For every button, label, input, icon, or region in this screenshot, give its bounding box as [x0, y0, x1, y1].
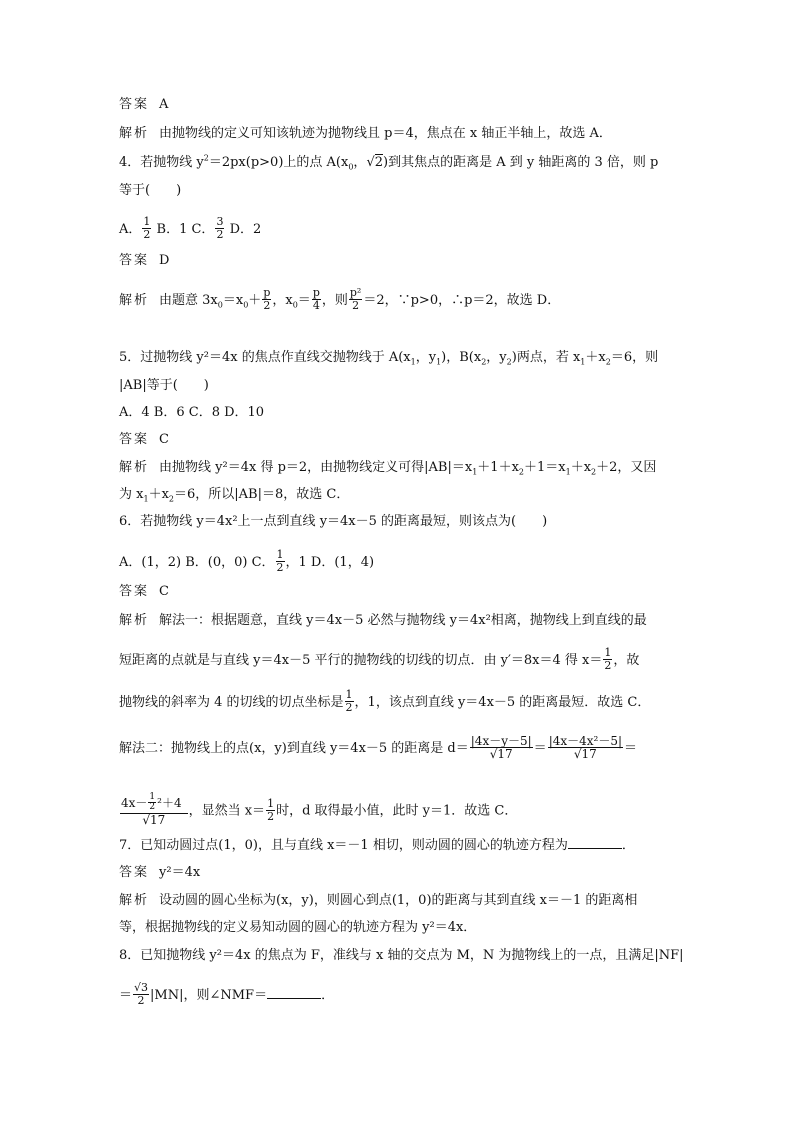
- analysis-line: 解析 由抛物线 y²＝4x 得 p＝2，由抛物线定义可得$|AB|=x_1+1+x_2+1=x_1+x_2+2$，又因: [119, 460, 657, 477]
- answer-line: 答案 C: [119, 432, 169, 447]
- question-5-stem: 5．过抛物线 y²＝4x 的焦点作直线交抛物线于 $A(x_1$，$y_1$)，$B(x_2$，$y_2$)两点，若 $x_1+x_2=6$，则: [119, 350, 659, 367]
- question-4-stem-cont: 等于( ): [119, 183, 182, 198]
- question-6-stem: 6．若抛物线 y＝4x²上一点到直线 y＝4x－5 的距离最短，则该点为( ): [119, 514, 548, 529]
- analysis-line-cont: 短距离的点就是与直线 y＝4x－5 平行的抛物线的切线的切点．由 y′＝8x＝4 得 x＝ $\frac{1}{2}$ ，故: [119, 646, 640, 672]
- analysis-line: 解析 设动圆的圆心坐标为(x，y)，则圆心到点(1，0)的距离与其到直线 x＝－1 的距离相: [119, 893, 638, 908]
- fraction: $\frac{p}{2}$: [263, 286, 271, 312]
- fraction: $\frac{|4x-y-5|}{√17}$: [470, 734, 532, 761]
- answer-blank[interactable]: [568, 838, 622, 849]
- question-5-stem-cont: |AB|等于( ): [119, 378, 209, 393]
- analysis-line: 解析 解法一：根据题意，直线 y＝4x－5 必然与抛物线 y＝4x²相离，抛物线上到直线的最: [119, 613, 647, 628]
- answer-line: 答案 C: [119, 584, 169, 599]
- analysis-line-cont: 为 $x_1+x_2=6$，所以|AB|＝8，故选 C．: [119, 487, 350, 504]
- fraction: $\frac{\text{|4x－4x²－5|}}{√17}$: [548, 734, 623, 761]
- fraction: $\frac{1}{2}$: [604, 646, 612, 672]
- analysis-line-cont: 抛物线的斜率为 4 的切线的切点坐标是 $\frac{1}{2}$ ，1，该点到直线 y＝4x－5 的距离最短．故选 C．: [119, 688, 651, 714]
- question-4-options: A． $\frac{1}{2}$ B．1 C． $\frac{3}{2}$ D．2: [119, 215, 262, 241]
- question-7-stem: 7．已知动圆过点(1，0)，且与直线 x＝－1 相切，则动圆的圆心的轨迹方程为 ．: [119, 838, 635, 853]
- answer-line: 答案 D: [119, 253, 170, 268]
- question-8-stem-cont: ＝ $\frac{√3}{2}$ |MN|，则∠NMF＝ ．: [119, 981, 335, 1007]
- fraction: $\frac{1}{2}$: [345, 688, 353, 714]
- question-6-options: A．(1，2) B．(0，0) C． $\frac{1}{2}$ ，1 D．(1，4): [119, 548, 375, 574]
- analysis-line: 解析 由题意 $3x_0=x_0+$ $\frac{p}{2}$ ，$x_0=$ $\frac{p}{4}$ ，则 $\frac{\text{p²}}{2}$ ＝2，∵p>0，∴p＝2，故选 D．: [119, 286, 561, 312]
- fraction: $\frac{√3}{2}$: [134, 981, 149, 1007]
- analysis-method-2-cont: 4x－ $\frac{1}{2}$ ²＋4 √17 ，显然当 x＝ $\frac{1}{2}$ 时，d 取得最小值，此时 y＝1．故选 C．: [121, 792, 518, 827]
- sqrt-symbol: √: [366, 155, 375, 170]
- fraction: 4x－ $\frac{1}{2}$ ²＋4 √17: [120, 794, 188, 826]
- answer-blank[interactable]: [267, 988, 321, 999]
- question-4-stem: 4．若抛物线 $y^2=2px(p>0)$上的点 $A(x_0$，√2)到其焦点的距离是 A 到 y 轴距离的 3 倍，则 p: [119, 153, 659, 172]
- question-8-stem: 8．已知抛物线 y²＝4x 的焦点为 F，准线与 x 轴的交点为 M，N 为抛物线上的一点，且满足|NF|: [119, 948, 684, 963]
- analysis-line: 解析 由抛物线的定义可知该轨迹为抛物线且 p＝4，焦点在 x 轴正半轴上，故选 A．: [119, 126, 612, 141]
- fraction: $\frac{1}{2}$: [267, 796, 275, 823]
- answer-line: 答案 A: [119, 97, 169, 112]
- fraction: $\frac{p}{4}$: [312, 286, 320, 312]
- fraction: $\frac{\text{p²}}{2}$: [349, 286, 362, 312]
- analysis-method-2: 解法二：抛物线上的点(x，y)到直线 y＝4x－5 的距离是 d＝ $\frac{|4x-y-5|}{√17}$ ＝ $\frac{\text{|4x－4x²－5|}}{√17}$ ＝: [119, 734, 638, 761]
- question-5-options: A．4 B．6 C．8 D．10: [119, 405, 265, 420]
- fraction: $\frac{1}{2}$: [276, 548, 284, 574]
- analysis-line-cont: 等，根据抛物线的定义易知动圆的圆心的轨迹方程为 y²＝4x．: [119, 920, 477, 935]
- answer-line: 答案 y²＝4x: [119, 865, 201, 880]
- fraction: $\frac{3}{2}$: [216, 215, 224, 241]
- fraction: $\frac{1}{2}$: [143, 215, 151, 241]
